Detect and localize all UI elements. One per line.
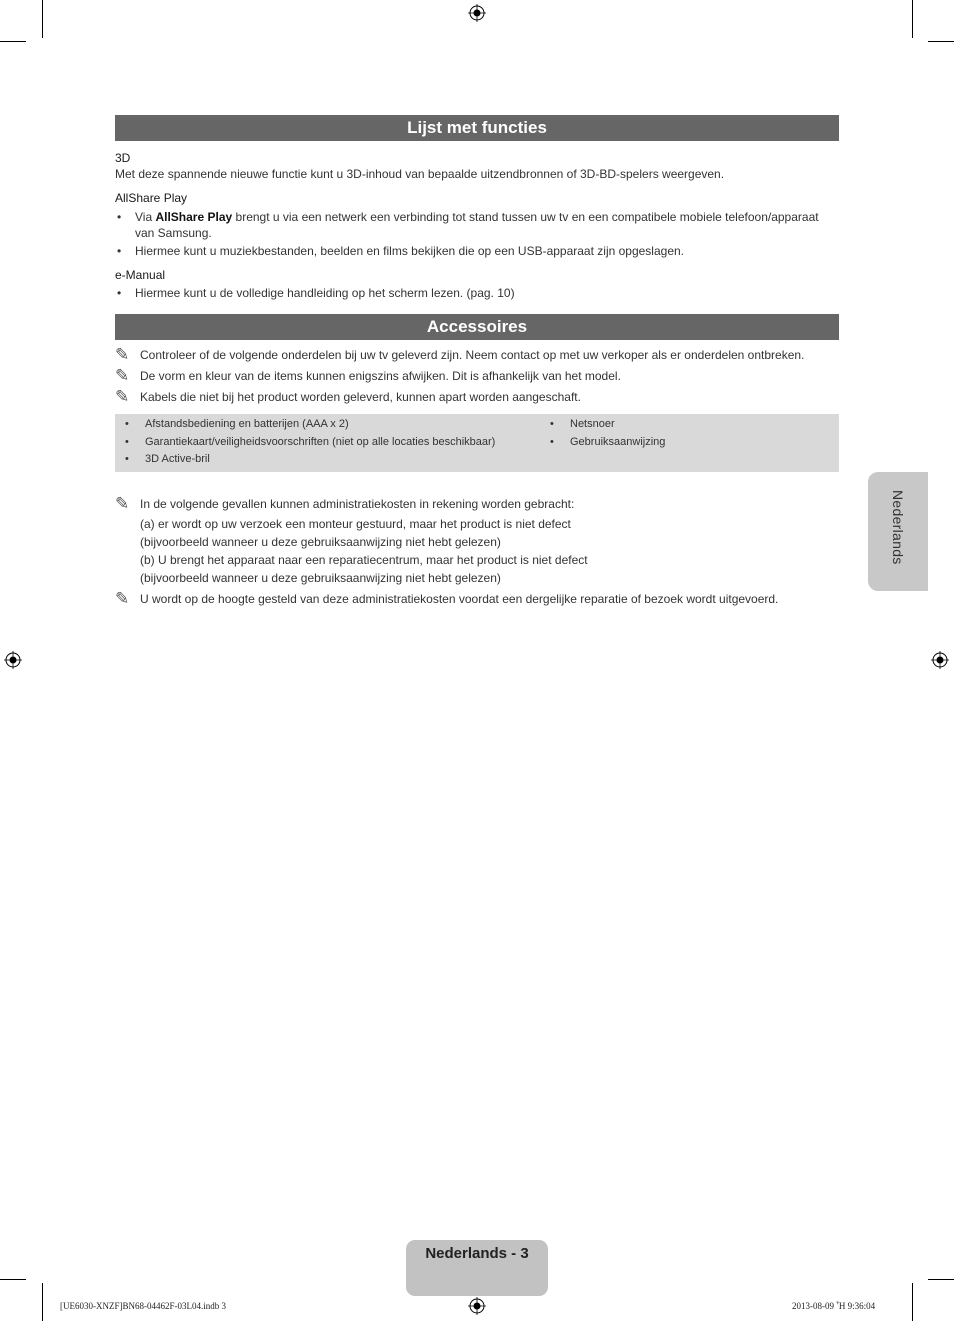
registration-mark-icon: [468, 1297, 486, 1315]
language-side-tab-label: Nederlands: [890, 490, 906, 565]
page-number-label: Nederlands - 3: [425, 1245, 529, 1262]
bullet-icon: •: [125, 435, 129, 448]
registration-mark-icon: [931, 651, 949, 669]
crop-mark: [928, 41, 954, 42]
registration-mark-icon: [4, 651, 22, 669]
feature-allshare-title: AllShare Play: [115, 191, 188, 205]
crop-mark: [0, 41, 26, 42]
accessories-section-title: Accessoires: [115, 314, 839, 340]
accessories-list-left: [115, 416, 540, 469]
allshare-bullet-2: • Hiermee kunt u muziekbestanden, beelden en films bekijken die op een USB-apparaat zijn opgeslagen.: [117, 244, 685, 258]
bullet-icon: •: [125, 453, 129, 465]
print-file-info: [UE6030-XNZF]BN68-04462F-03L04.indb 3: [60, 1301, 226, 1311]
pencil-icon: ✎: [115, 588, 130, 608]
features-section-title: Lijst met functies: [115, 115, 839, 141]
crop-mark: [912, 1283, 913, 1321]
accessories-note: ✎ Kabels die niet bij het product worden geleverd, kunnen apart worden aangeschaft.: [115, 387, 581, 406]
cost-case: (bijvoorbeeld wanneer u deze gebruiksaanwijzing niet hebt gelezen): [140, 534, 501, 549]
bullet-icon: •: [117, 210, 122, 224]
allshare-bold-term: AllShare Play: [155, 210, 233, 224]
pencil-icon: ✎: [115, 345, 130, 364]
crop-mark: [912, 0, 913, 38]
page-content: [115, 115, 839, 610]
crop-mark: [42, 1283, 43, 1321]
crop-mark: [42, 0, 43, 38]
crop-mark: [928, 1279, 954, 1280]
bullet-icon: •: [125, 418, 129, 430]
list-item: • Afstandsbediening en batterijen (AAA x 2): [115, 416, 540, 434]
cost-case: (bijvoorbeeld wanneer u deze gebruiksaanwijzing niet hebt gelezen): [140, 570, 501, 585]
language-side-tab: [868, 472, 928, 591]
accessories-list: [115, 414, 839, 472]
accessories-list-right: [540, 416, 665, 469]
bullet-icon: •: [117, 244, 122, 258]
emanual-bullet-1: • Hiermee kunt u de volledige handleiding op het scherm lezen. (pag. 10): [117, 286, 515, 300]
list-item: • 3D Active-bril: [115, 451, 540, 469]
crop-mark: [0, 1279, 26, 1280]
cost-note: ✎ In de volgende gevallen kunnen administratiekosten in rekening worden gebracht:: [115, 493, 575, 513]
bullet-icon: •: [550, 418, 554, 430]
bullet-icon: •: [117, 286, 122, 300]
feature-emanual-title: e-Manual: [115, 268, 166, 282]
cost-case: (a) er wordt op uw verzoek een monteur gestuurd, maar het product is niet defect: [140, 516, 571, 531]
print-date-info: 2013-08-09 Ἦ 9:36:04: [792, 1301, 876, 1311]
cost-case: (b) U brengt het apparaat naar een reparatiecentrum, maar het product is niet defect: [140, 552, 588, 567]
page-number-tab: [406, 1240, 548, 1296]
pencil-icon: ✎: [115, 366, 130, 385]
feature-3d-title: 3D: [115, 151, 131, 165]
list-item: • Netsnoer: [540, 416, 665, 434]
accessories-note: ✎ Controleer of de volgende onderdelen bij uw tv geleverd zijn. Neem contact op met uw verkoper als er onderdelen ontbreken.: [115, 345, 805, 364]
pencil-icon: ✎: [115, 493, 130, 513]
list-item: • Gebruiksaanwijzing: [540, 434, 665, 452]
final-note: ✎ U wordt op de hoogte gesteld van deze administratiekosten voordat een dergelijke reparatie of bezoek wordt uitgevoerd.: [115, 588, 779, 608]
registration-mark-icon: [468, 4, 486, 22]
pencil-icon: ✎: [115, 387, 130, 406]
bullet-icon: •: [550, 435, 554, 448]
feature-3d-text: Met deze spannende nieuwe functie kunt u 3D-inhoud van bepaalde uitzendbronnen of 3D-BD-spelers weergeven.: [115, 167, 725, 181]
accessories-note: ✎ De vorm en kleur van de items kunnen enigszins afwijken. Dit is afhankelijk van het model.: [115, 366, 621, 385]
list-item: • Garantiekaart/veiligheidsvoorschriften (niet op alle locaties beschikbaar): [115, 434, 540, 452]
allshare-bullet-1: • Via AllShare Play brengt u via een netwerk een verbinding tot stand tussen uw tv en een compatibele mobiele telefoon/apparaat van Samsung.: [117, 210, 819, 240]
